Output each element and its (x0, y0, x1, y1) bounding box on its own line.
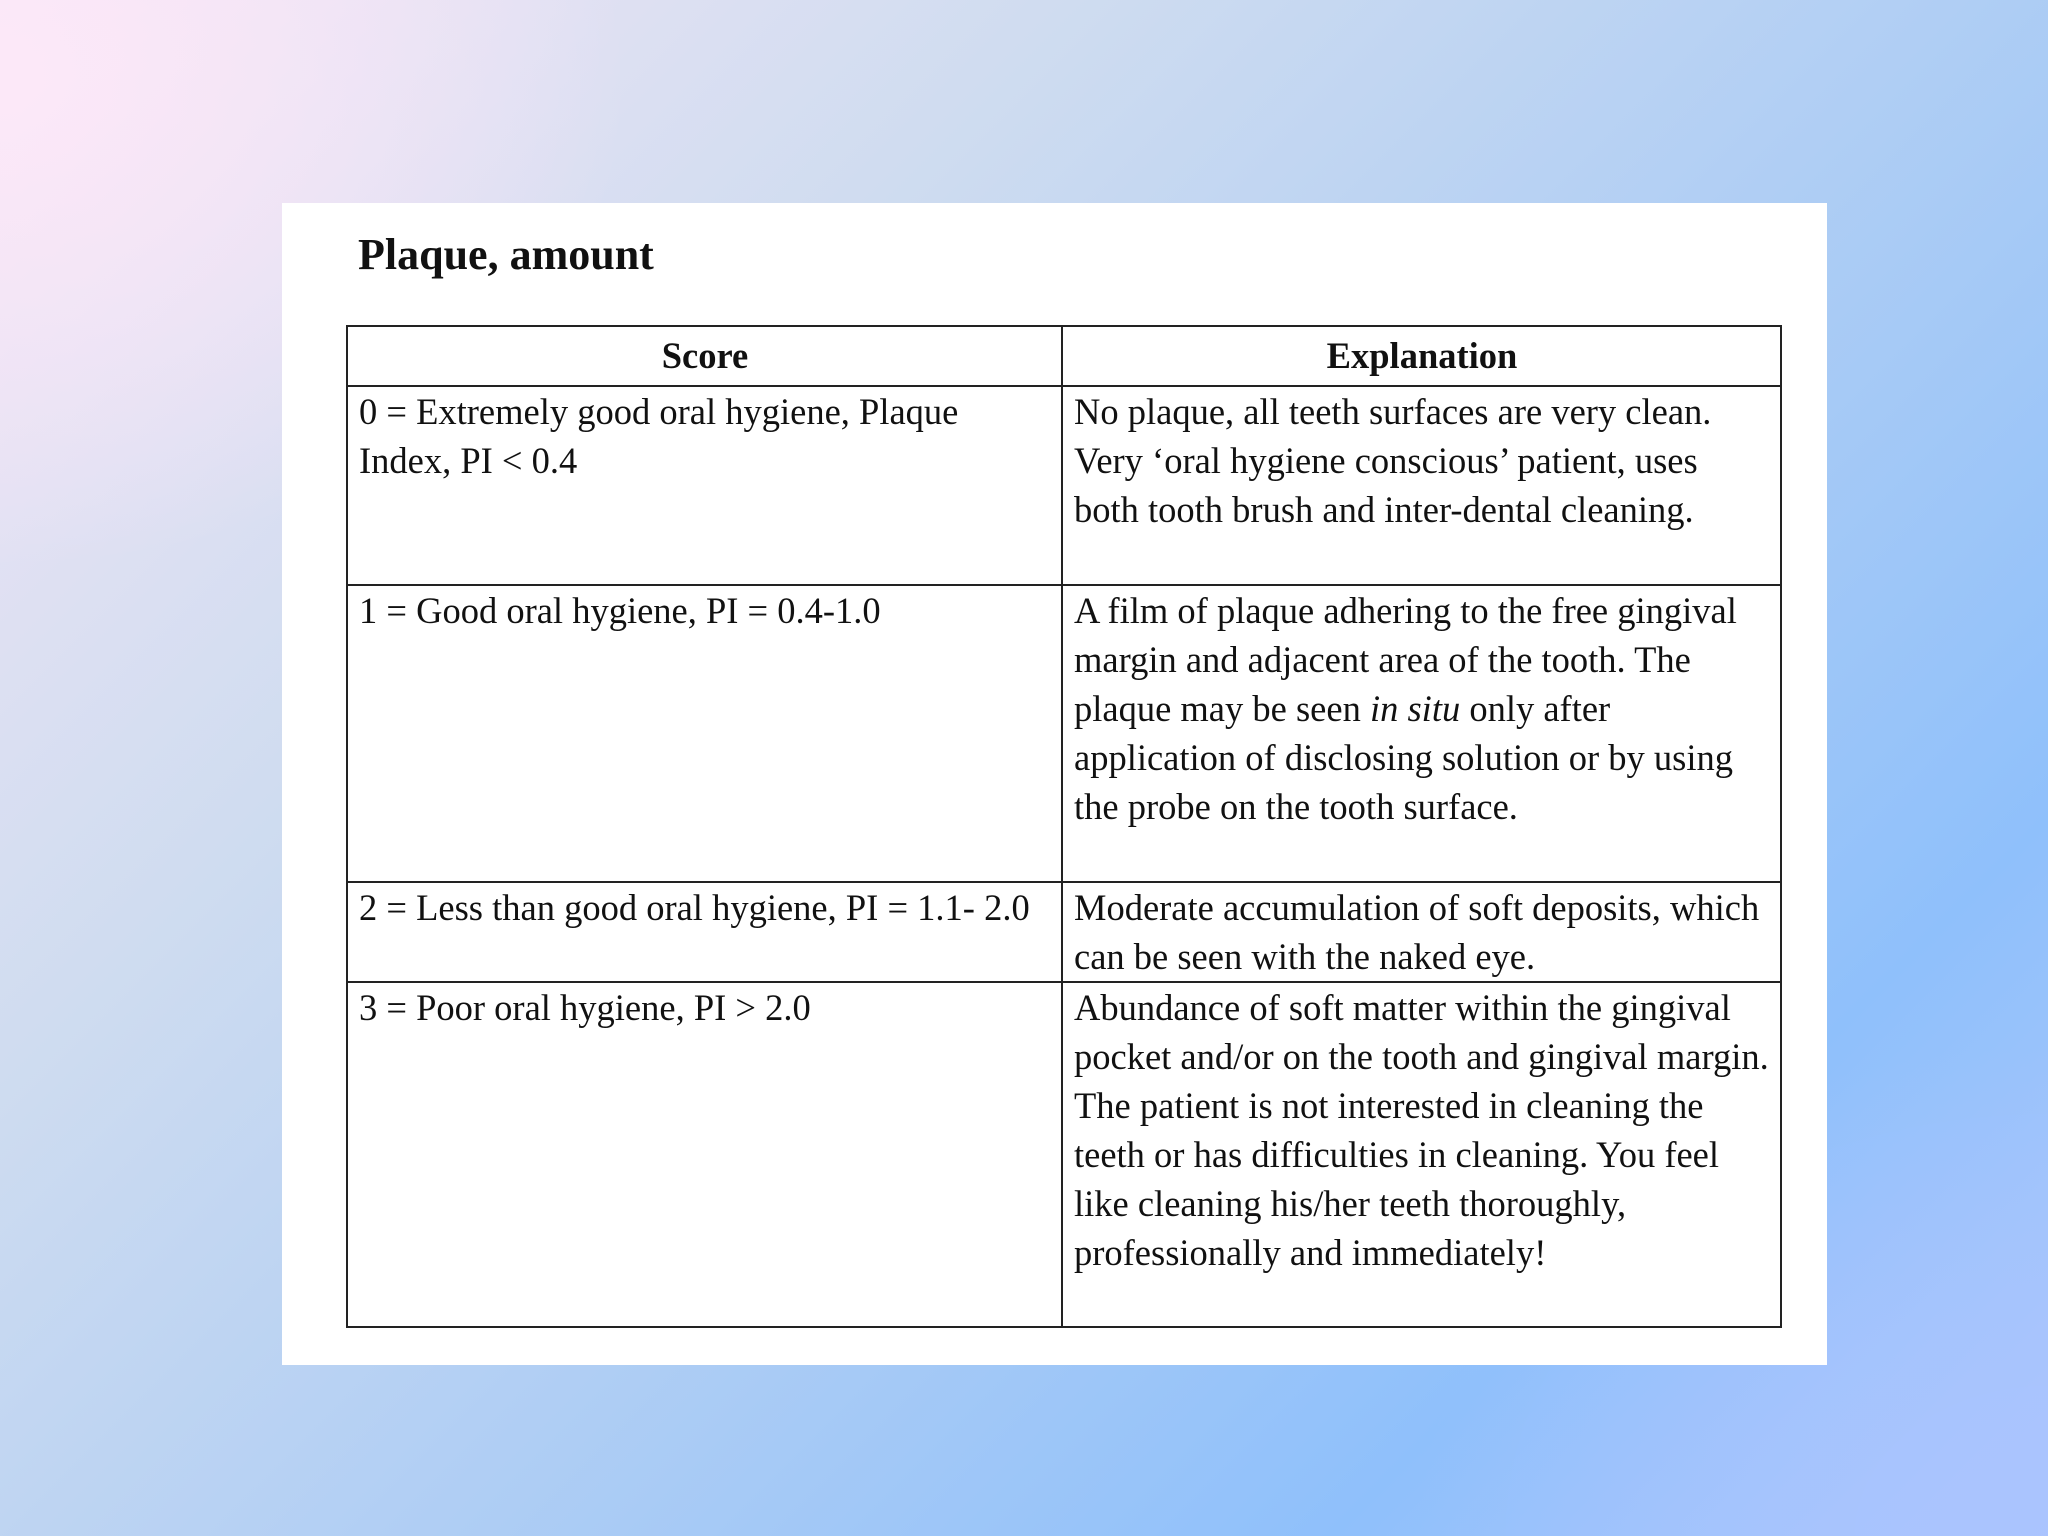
document-title: Plaque, amount (358, 230, 654, 279)
score-column-header: Score (347, 326, 1062, 386)
plaque-score-table (346, 325, 1782, 1328)
explanation-cell: Abundance of soft matter within the gingival pocket and/or on the tooth and gingival margin. The patient is not interested in cleaning the teeth or has difficulties in cleaning. You feel like cleaning his/her teeth thoroughly, professionally and immediately! (1062, 982, 1781, 1327)
score-cell: 3 = Poor oral hygiene, PI > 2.0 (347, 982, 1062, 1327)
table-row (347, 585, 1781, 882)
explanation-text: only after application of disclosing solution or by using the probe on the tooth surface. (1074, 688, 1733, 827)
score-cell: 2 = Less than good oral hygiene, PI = 1.1- 2.0 (347, 882, 1062, 982)
document-page (282, 203, 1827, 1365)
table-row (347, 982, 1781, 1327)
table-header-row (347, 326, 1781, 386)
explanation-cell: No plaque, all teeth surfaces are very clean. Very ‘oral hygiene conscious’ patient, uses both tooth brush and inter-dental cleaning. (1062, 386, 1781, 585)
table-row (347, 386, 1781, 585)
score-cell: 1 = Good oral hygiene, PI = 0.4-1.0 (347, 585, 1062, 882)
explanation-cell: Moderate accumulation of soft deposits, which can be seen with the naked eye. (1062, 882, 1781, 982)
explanation-cell (1062, 585, 1781, 882)
explanation-text: A film of plaque adhering to the free gingival margin and adjacent area of the tooth. The plaque may be seen (1074, 590, 1737, 729)
score-cell: 0 = Extremely good oral hygiene, Plaque Index, PI < 0.4 (347, 386, 1062, 585)
explanation-italic-text: in situ (1369, 688, 1461, 729)
explanation-column-header: Explanation (1062, 326, 1781, 386)
table-row (347, 882, 1781, 982)
